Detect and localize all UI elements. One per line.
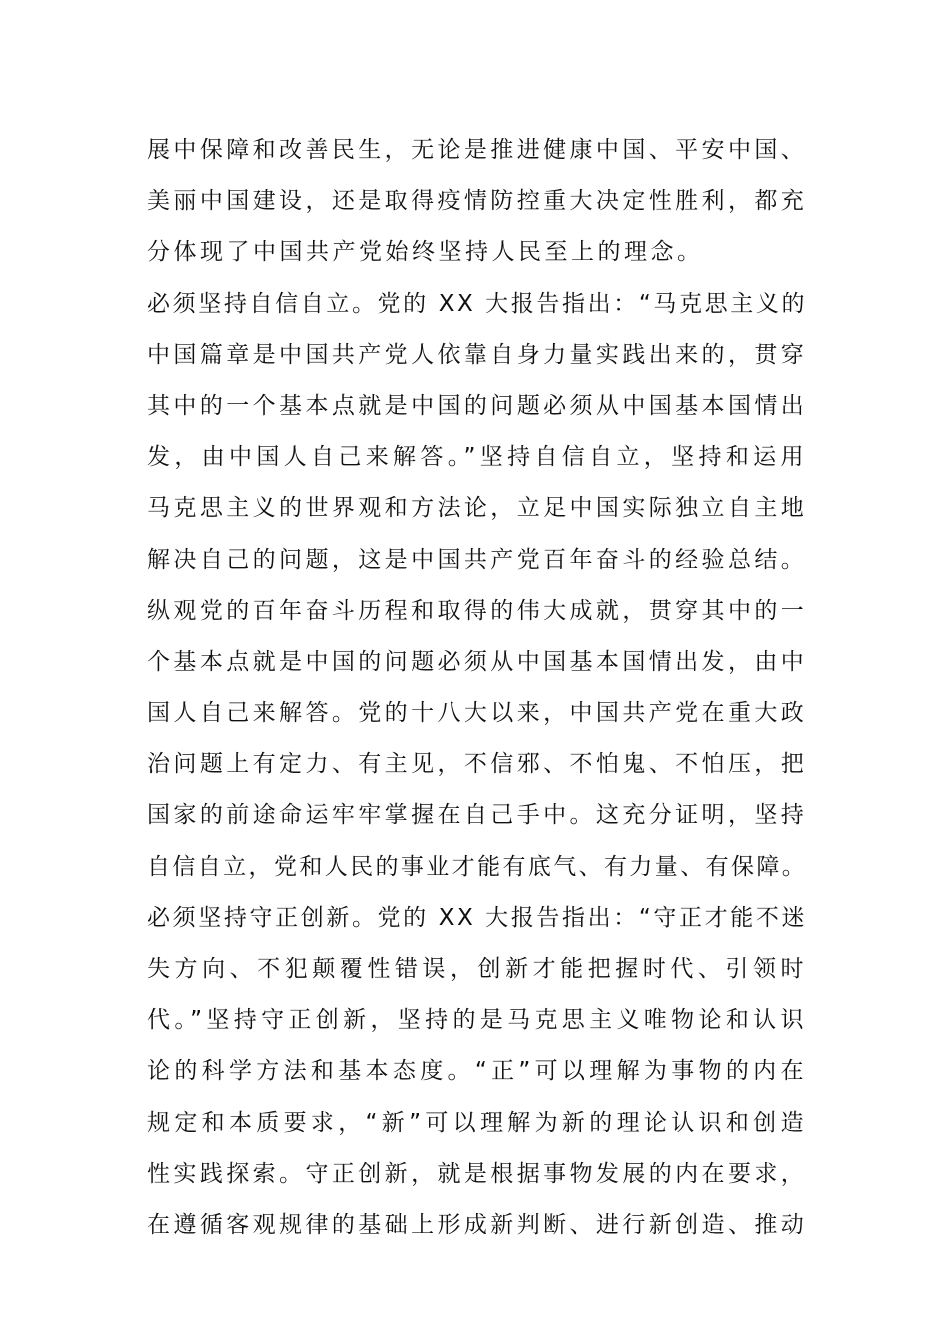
- text-line-17: 失方向、不犯颠覆性错误，创新才能把握时代、引领时: [147, 956, 807, 982]
- text-line-3: 分体现了中国共产党始终坚持人民至上的理念。: [147, 239, 704, 266]
- text-line-12: 国人自己来解答。党的十八大以来，中国共产党在重大政: [147, 700, 807, 727]
- text-line-15: 自信自立，党和人民的事业才能有底气、有力量、有保障。: [147, 853, 807, 880]
- text-line-13: 治问题上有定力、有主见，不信邪、不怕鬼、不怕压，把: [147, 751, 807, 778]
- text-line-1: 展中保障和改善民生，无论是推进健康中国、平安中国、: [147, 137, 807, 163]
- text-line-18: 代。”坚持守正创新，坚持的是马克思主义唯物论和认识: [147, 1007, 807, 1034]
- text-line-6: 其中的一个基本点就是中国的问题必须从中国基本国情出: [147, 392, 807, 419]
- text-line-20: 规定和本质要求，“新”可以理解为新的理论认识和创造: [147, 1109, 807, 1136]
- text-line-11: 个基本点就是中国的问题必须从中国基本国情出发，由中: [147, 648, 807, 675]
- text-line-19: 论的科学方法和基本态度。“正”可以理解为事物的内在: [147, 1058, 807, 1085]
- text-line-9: 解决自己的问题，这是中国共产党百年奋斗的经验总结。: [147, 546, 807, 573]
- text-line-22: 在遵循客观规律的基础上形成新判断、进行新创造、推动: [147, 1211, 807, 1238]
- text-line-4: 必须坚持自信自立。党的 XX 大报告指出：“马克思主义的: [147, 290, 807, 317]
- text-line-8: 马克思主义的世界观和方法论，立足中国实际独立自主地: [147, 495, 807, 522]
- text-line-16: 必须坚持守正创新。党的 XX 大报告指出：“守正才能不迷: [147, 904, 807, 931]
- text-line-10: 纵观党的百年奋斗历程和取得的伟大成就，贯穿其中的一: [147, 597, 807, 624]
- text-line-21: 性实践探索。守正创新，就是根据事物发展的内在要求，: [147, 1160, 807, 1187]
- text-line-14: 国家的前途命运牢牢掌握在自己手中。这充分证明，坚持: [147, 802, 807, 829]
- text-line-2: 美丽中国建设，还是取得疫情防控重大决定性胜利，都充: [147, 188, 807, 215]
- text-line-5: 中国篇章是中国共产党人依靠自身力量实践出来的，贯穿: [147, 341, 807, 368]
- body-text: [147, 125, 807, 1251]
- text-line-7: 发，由中国人自己来解答。”坚持自信自立，坚持和运用: [147, 444, 807, 471]
